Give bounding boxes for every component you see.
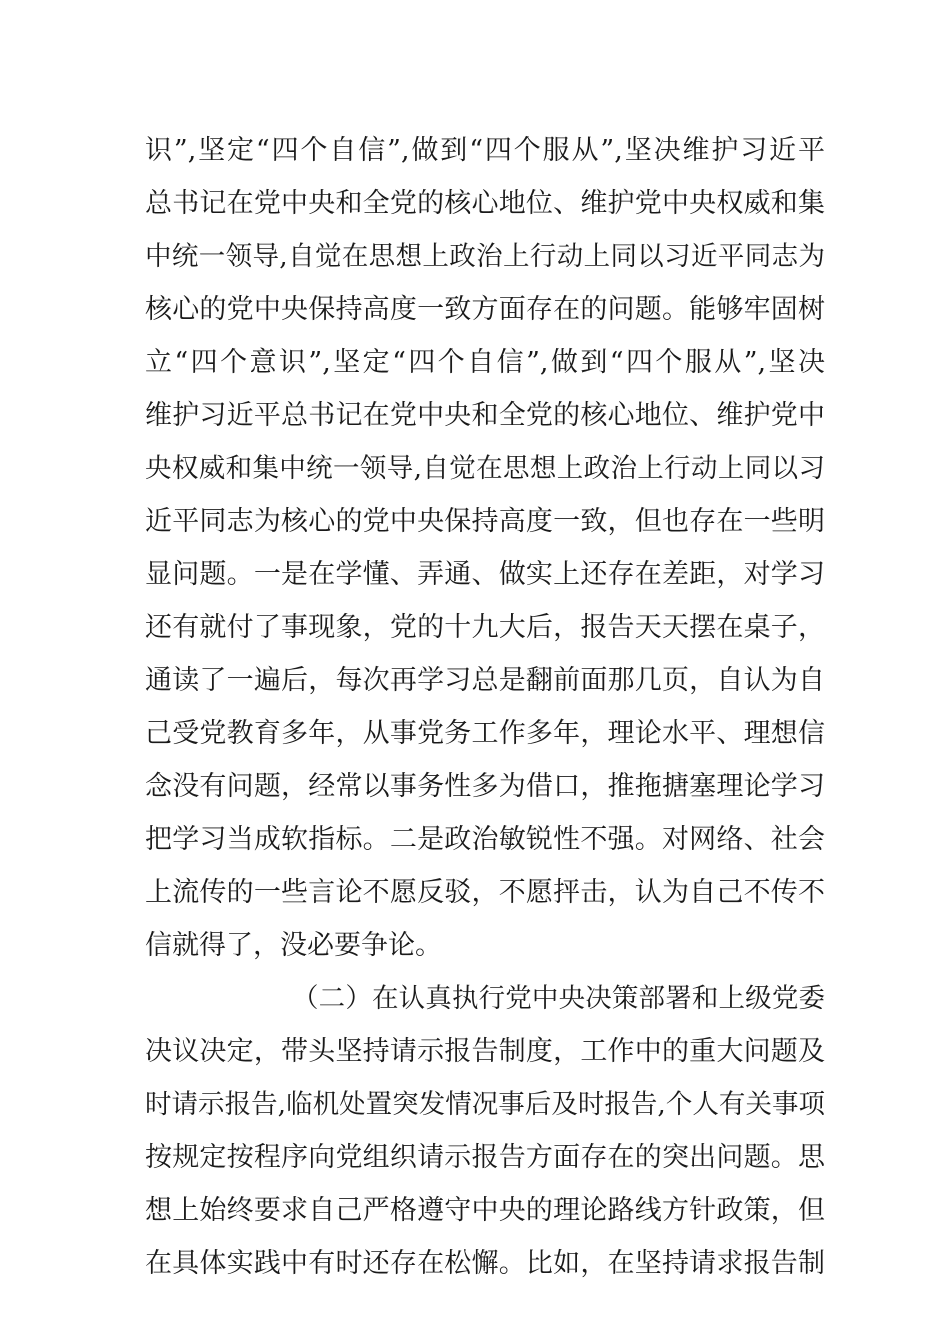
text-line: 念没有问题，经常以事务性多为借口，推拖搪塞理论学习 <box>145 771 825 802</box>
text-line: 总书记在党中央和全党的核心地位、维护党中央权威和集 <box>145 188 825 219</box>
section-heading-line: （二）在认真执行党中央决策部署和上级党委 <box>292 983 825 1014</box>
text-line: 通读了一遍后，每次再学习总是翻前面那几页，自认为自 <box>145 665 825 696</box>
text-line: 按规定按程序向党组织请示报告方面存在的突出问题。思 <box>145 1142 825 1173</box>
text-line: 立“四个意识”,坚定“四个自信”,做到“四个服从”,坚决 <box>145 347 825 378</box>
text-line: 在具体实践中有时还存在松懈。比如，在坚持请求报告制 <box>145 1248 825 1279</box>
text-line: 信就得了，没必要争论。 <box>145 930 442 961</box>
text-line: 近平同志为核心的党中央保持高度一致，但也存在一些明 <box>145 506 825 537</box>
text-line: 时请示报告,临机处置突发情况事后及时报告,个人有关事项 <box>145 1089 825 1120</box>
text-line: 央权威和集中统一领导,自觉在思想上政治上行动上同以习 <box>145 453 825 484</box>
text-line: 还有就付了事现象，党的十九大后，报告天天摆在桌子， <box>145 612 825 643</box>
text-line: 核心的党中央保持高度一致方面存在的问题。能够牢固树 <box>145 294 825 325</box>
text-line: 中统一领导,自觉在思想上政治上行动上同以习近平同志为 <box>145 241 825 272</box>
text-line: 显问题。一是在学懂、弄通、做实上还存在差距，对学习 <box>145 559 825 590</box>
text-line: 识”,坚定“四个自信”,做到“四个服从”,坚决维护习近平 <box>145 135 825 166</box>
text-line: 决议决定，带头坚持请示报告制度，工作中的重大问题及 <box>145 1036 825 1067</box>
text-line: 想上始终要求自己严格遵守中央的理论路线方针政策，但 <box>145 1195 825 1226</box>
text-line: 把学习当成软指标。二是政治敏锐性不强。对网络、社会 <box>145 824 825 855</box>
text-line: 上流传的一些言论不愿反驳，不愿抨击，认为自己不传不 <box>145 877 825 908</box>
text-line: 维护习近平总书记在党中央和全党的核心地位、维护党中 <box>145 400 825 431</box>
text-line: 己受党教育多年，从事党务工作多年，理论水平、理想信 <box>145 718 825 749</box>
